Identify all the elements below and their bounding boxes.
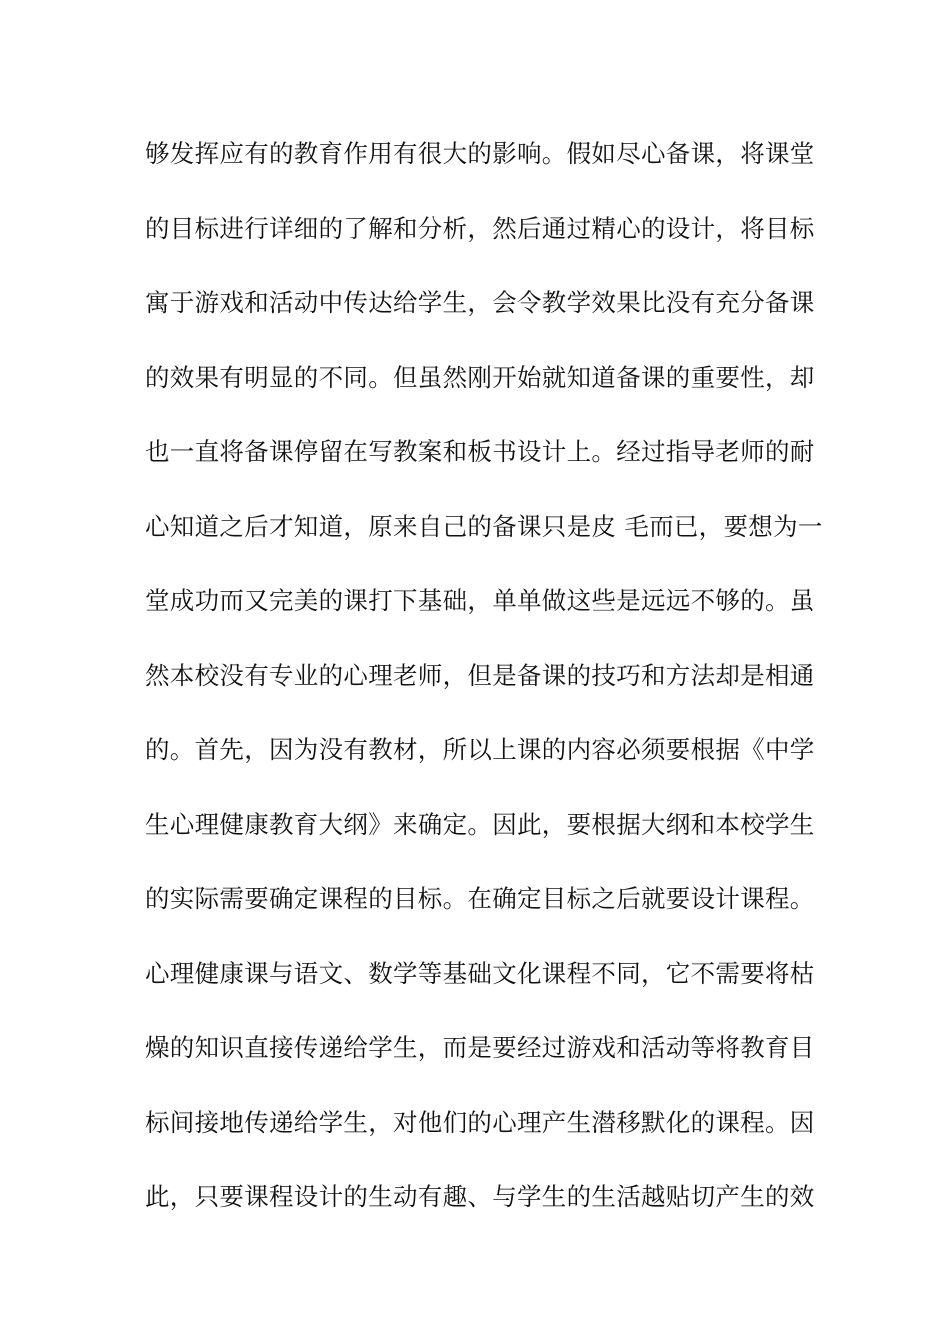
text-line: 标间接地传递给学生，对他们的心理产生潜移默化的课程。因 [145, 1107, 815, 1137]
text-line: 寓于游戏和活动中传达给学生，会令教学效果比没有充分备课 [145, 288, 815, 317]
body-text [145, 130, 823, 1248]
text-line: 的实际需要确定课程的目标。在确定目标之后就要设计课程。 [145, 884, 815, 913]
text-line: 够发挥应有的教育作用有很大的影响。假如尽心备课，将课堂 [145, 139, 815, 168]
text-line: 然本校没有专业的心理老师，但是备课的技巧和方法却是相通 [145, 660, 815, 690]
text-line: 的目标进行详细的了解和分析，然后通过精心的设计，将目标 [145, 213, 815, 243]
text-line: 燥的知识直接传递给学生，而是要经过游戏和活动等将教育目 [145, 1033, 815, 1062]
text-line: 也一直将备课停留在写教案和板书设计上。经过指导老师的耐 [145, 437, 815, 466]
text-line: 生心理健康教育大纲》来确定。因此，要根据大纲和本校学生 [145, 809, 815, 839]
text-line: 的。首先，因为没有教材，所以上课的内容必须要根据《中学 [145, 735, 815, 764]
text-line: 心理健康课与语文、数学等基础文化课程不同，它不需要将枯 [145, 958, 815, 988]
text-line: 心知道之后才知道，原来自己的备课只是皮 毛而已，要想为一 [145, 511, 823, 541]
text-line: 此，只要课程设计的生动有趣、与学生的生活越贴切产生的效 [145, 1182, 815, 1211]
text-line: 堂成功而又完美的课打下基础，单单做这些是远远不够的。虽 [145, 586, 815, 615]
text-line: 的效果有明显的不同。但虽然刚开始就知道备课的重要性，却 [145, 362, 815, 392]
